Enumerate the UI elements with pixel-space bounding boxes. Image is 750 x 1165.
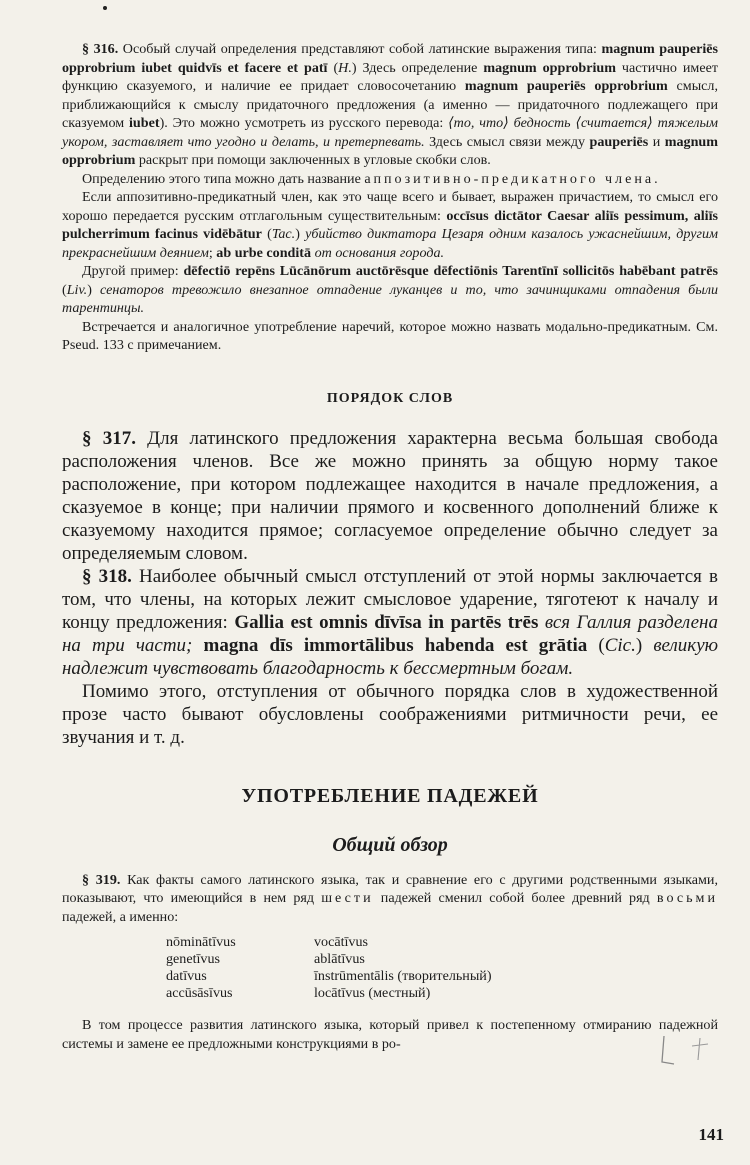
case-name: vocātīvus xyxy=(314,934,369,950)
text: раскрыт при помощи заключенных в угловые скобки слов. xyxy=(135,152,491,168)
page-number: 141 xyxy=(698,1125,724,1144)
text: . xyxy=(654,170,658,187)
text: Определению этого типа можно дать название xyxy=(82,170,365,187)
ink-dot xyxy=(103,6,107,10)
text: Помимо этого, отступления от обычного порядка слов в художественной прозе часто бывают обусловлены соображениями ритмичности речи, ее звучания и т. д. xyxy=(62,680,718,748)
text: и xyxy=(648,133,665,150)
translation: сенаторов тревожило внезапное отпадение луканцев и то, что зачинщиками отпадения были тарентинцы. xyxy=(62,281,719,316)
text: смысл, приближающийся к смыслу придаточного предложения (а именно — придаточного подлежащего при сказуемом xyxy=(62,78,718,131)
text: Здесь смысл связи между xyxy=(424,133,590,150)
text: ( xyxy=(62,281,67,298)
text: Наиболее обычный смысл отступлений от этой нормы заключается в том, что члены, на которых лежит смысловое ударение, тяготеют к началу и концу предложения: xyxy=(62,565,718,633)
paragraph-316e xyxy=(62,318,718,355)
text: Особый случай определения представляют собой латинские выражения типа: xyxy=(118,41,602,57)
text: частично имеет функцию сказуемого, и наличие ее придает словосочетанию xyxy=(62,59,719,94)
section-number: § 317. xyxy=(82,427,136,449)
translation: вся Галлия разделена на три части; xyxy=(62,611,718,656)
spaced-term: восьми xyxy=(656,890,718,906)
latin-example: magna dīs immortālibus habenda est grātia xyxy=(203,634,588,656)
latin-term: pauperiēs xyxy=(589,133,649,150)
paragraph-318b xyxy=(62,680,718,749)
text: Как факты самого латинского языка, так и сравнение его с другими родственными языками, показывают, что имеющийся в нем ряд xyxy=(62,871,718,906)
text: ( xyxy=(587,634,605,656)
case-name: nōminātīvus xyxy=(166,934,236,950)
text: ) xyxy=(635,634,654,656)
latin-example: Gallia est omnis dīvīsa in partēs trēs xyxy=(234,611,539,633)
case-name: locātīvus (местный) xyxy=(314,985,431,1001)
paragraph-316c xyxy=(62,188,718,262)
text: падежей, а именно: xyxy=(62,908,179,925)
case-name: ablātīvus xyxy=(314,951,365,967)
text: Если аппозитивно-предикатный член, как это чаще всего и бывает, выражен причастием, то смысл его хорошо передается русским отглагольным существительным: xyxy=(62,189,718,224)
latin-example: occīsus dictātor Caesar aliīs pessimum, aliīs pulcherrimum facinus vidēbātur xyxy=(62,207,718,242)
section-number: § 318. xyxy=(82,565,132,587)
translation: ⟨то, что⟩ бедность ⟨считается⟩ тяжелым укором, заставляет что угодно и делать, и претерпевать. xyxy=(62,115,719,150)
spaced-term: шести xyxy=(321,890,374,906)
text: Для латинского предложения характерна весьма большая свобода расположения членов. Все же можно принять за общую норму такое расположение, при котором подлежащее находится в начале предложения, а сказуемое в конце; при наличии прямого и косвенного дополнений ближе к сказуемому находится прямое; согласуемое определение обычно следует за определяемым словом. xyxy=(62,427,718,564)
latin-example: dēfectiō repēns Lūcānōrum auctōrēsque dēfectiōnis Tarentīnī sollicitōs habēbant patrēs xyxy=(183,263,718,279)
paragraph-317 xyxy=(62,427,718,565)
paragraph-319b xyxy=(62,1016,718,1053)
case-name: genetīvus xyxy=(166,951,221,967)
chapter-heading-cases: УПОТРЕБЛЕНИЕ ПАДЕЖЕЙ xyxy=(241,784,539,807)
text: ) xyxy=(295,226,306,242)
latin-term: magnum opprobrium xyxy=(62,133,719,168)
text: ) xyxy=(87,281,100,298)
case-row xyxy=(166,968,492,985)
text: ; xyxy=(208,244,217,261)
latin-term: iubet xyxy=(129,115,160,131)
case-row xyxy=(166,951,492,968)
paragraph-316b xyxy=(62,170,718,189)
translation: великую надлежит чувствовать благодарность к бессмертным богам. xyxy=(62,634,719,679)
section-number: § 319. xyxy=(82,871,121,888)
text xyxy=(192,635,203,656)
subheading-overview: Общий обзор xyxy=(332,833,448,856)
case-name: datīvus xyxy=(166,968,207,984)
text: В том процессе развития латинского языка, который привел к постепенному отмиранию падежной системы и замене ее предложными конструкциями в ро- xyxy=(62,1017,718,1052)
text: Встречается и аналогичное употребление наречий, которое можно назвать модально-предикатным. См. Pseud. 133 с примечанием. xyxy=(62,318,718,353)
paragraph-316 xyxy=(62,40,718,170)
case-name: īnstrūmentālis (творительный) xyxy=(314,968,492,984)
text: ( xyxy=(261,226,272,242)
latin-term: magnum pauperiēs opprobrium xyxy=(464,78,668,94)
source-ref: Liv. xyxy=(66,281,88,298)
translation: убийство диктатора Цезаря одним казалось ужаснейшим, другим прекраснейшим деянием xyxy=(62,226,718,261)
section-number: § 316. xyxy=(82,41,119,57)
text: ). Это можно усмотреть из русского перевода: xyxy=(159,115,449,131)
text: ) Здесь определение xyxy=(351,59,484,76)
page-body xyxy=(62,40,718,1053)
latin-term: magnum opprobrium xyxy=(483,59,616,76)
paragraph-319 xyxy=(62,871,718,927)
pencil-mark-icon xyxy=(650,1030,720,1070)
case-row xyxy=(166,934,492,951)
text: ( xyxy=(327,59,339,76)
spaced-term: аппозитивно-предикатного члена xyxy=(364,170,655,187)
section-heading-word-order: ПОРЯДОК СЛОВ xyxy=(326,390,454,406)
latin-example: ab urbe conditā xyxy=(216,244,312,261)
paragraph-318 xyxy=(62,565,718,680)
case-row xyxy=(166,985,492,1002)
text: Другой пример: xyxy=(82,263,184,279)
text: падежей сменил собой более древний ряд xyxy=(373,890,657,906)
translation: от основания города. xyxy=(314,244,445,261)
source-ref: Tac. xyxy=(271,226,296,242)
source-ref: Cic. xyxy=(604,634,636,656)
paragraph-316d xyxy=(62,262,718,318)
case-name: accūsāsīvus xyxy=(166,985,233,1001)
case-list xyxy=(166,934,492,1002)
latin-example: magnum pauperiēs opprobrium iubet quidvīs et facere et patī xyxy=(62,41,718,76)
source-ref: H. xyxy=(338,59,352,76)
